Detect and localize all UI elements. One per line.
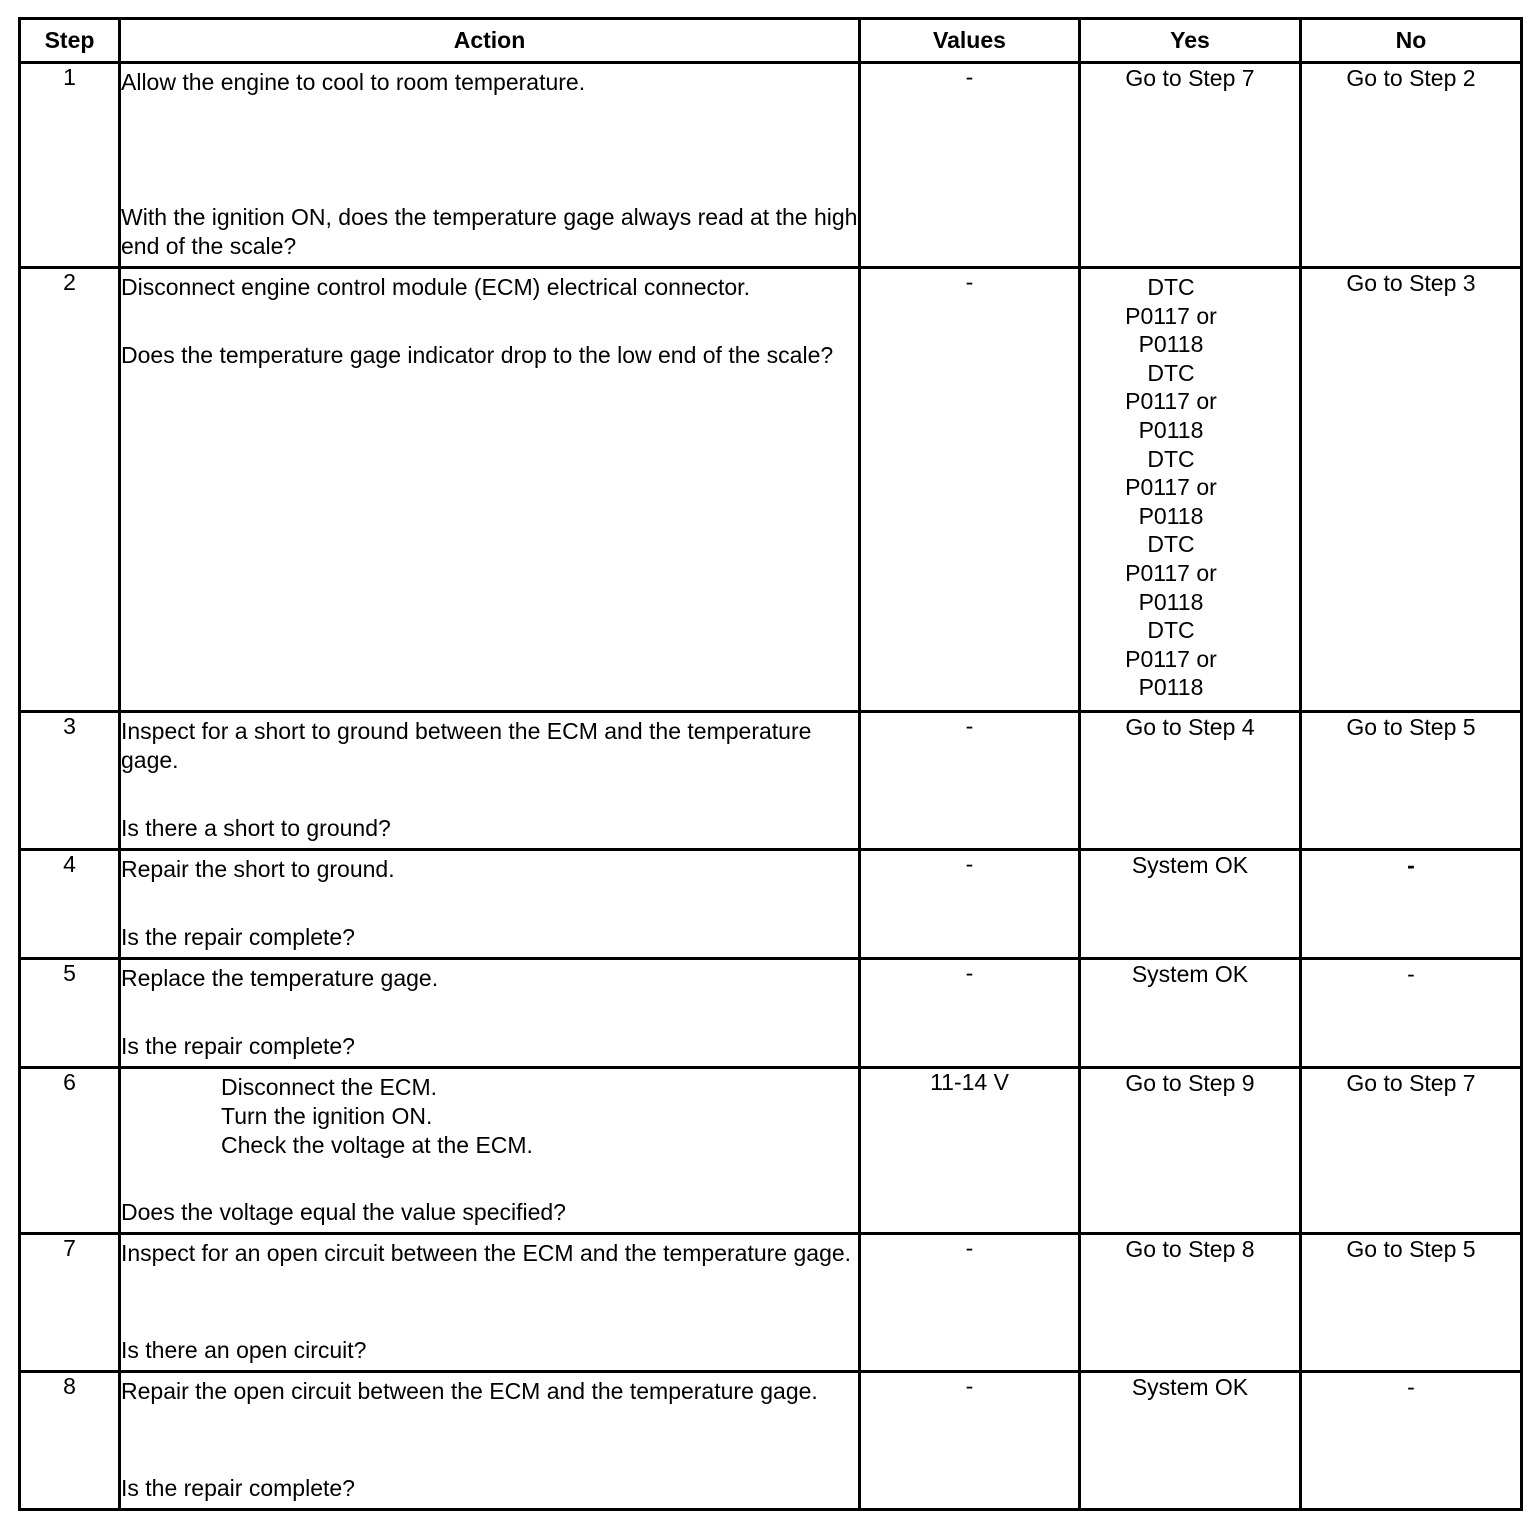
no-cell xyxy=(1301,1068,1522,1234)
values-cell: - xyxy=(860,1372,1080,1510)
action-instruction: Replace the temperature gage. xyxy=(121,965,439,991)
header-step: Step xyxy=(20,19,120,63)
yes-result: Go to Step 4 xyxy=(1125,714,1255,740)
table-row xyxy=(20,1068,1522,1234)
no-cell xyxy=(1301,712,1522,850)
header-row xyxy=(20,19,1522,63)
step-number: 3 xyxy=(20,712,120,850)
step-number: 8 xyxy=(20,1372,120,1510)
yes-cell xyxy=(1080,1234,1301,1372)
dtc-line: DTC xyxy=(1147,359,1195,386)
action-cell xyxy=(120,712,860,850)
action-cell xyxy=(120,1234,860,1372)
step-number: 1 xyxy=(20,63,120,268)
yes-cell xyxy=(1080,959,1301,1068)
yes-cell xyxy=(1080,712,1301,850)
action-instruction: Repair the short to ground. xyxy=(121,856,395,882)
dtc-line: P0117 or xyxy=(1125,645,1217,672)
dtc-line: P0118 xyxy=(1138,416,1204,443)
action-cell xyxy=(120,959,860,1068)
action-instruction: Repair the open circuit between the ECM and the temperature gage. xyxy=(121,1378,818,1404)
values-cell: - xyxy=(860,268,1080,712)
action-question: Is there a short to ground? xyxy=(121,815,391,841)
no-cell xyxy=(1301,850,1522,959)
dtc-line: DTC xyxy=(1147,445,1195,472)
yes-cell xyxy=(1080,1068,1301,1234)
step-number: 6 xyxy=(20,1068,120,1234)
yes-cell xyxy=(1080,268,1301,712)
no-result: Go to Step 7 xyxy=(1346,1070,1476,1096)
table-row xyxy=(20,1234,1522,1372)
values-cell: - xyxy=(860,850,1080,959)
no-result: Go to Step 3 xyxy=(1346,270,1476,296)
action-instruction: Inspect for a short to ground between the ECM and the temperature gage. xyxy=(121,718,812,773)
values-cell: - xyxy=(860,712,1080,850)
dtc-line: P0117 or xyxy=(1125,388,1217,415)
dtc-line: P0117 or xyxy=(1125,302,1217,329)
dtc-line: P0117 or xyxy=(1125,474,1217,501)
yes-result: System OK xyxy=(1131,961,1249,987)
step-number: 2 xyxy=(20,268,120,712)
dtc-line: DTC xyxy=(1147,617,1195,644)
dtc-line: P0118 xyxy=(1138,588,1204,615)
no-result: Go to Step 5 xyxy=(1346,714,1476,740)
yes-result: System OK xyxy=(1131,852,1249,878)
action-instruction: Inspect for an open circuit between the ECM and the temperature gage. xyxy=(121,1240,852,1266)
dtc-line: DTC xyxy=(1147,531,1195,558)
list-item: Turn the ignition ON. xyxy=(221,1103,433,1129)
yes-result: Go to Step 9 xyxy=(1125,1070,1255,1096)
values-cell: - xyxy=(860,1234,1080,1372)
action-question: Is the repair complete? xyxy=(121,1475,355,1501)
table-row xyxy=(20,63,1522,268)
yes-cell xyxy=(1080,1372,1301,1510)
diagnostic-table xyxy=(18,17,1523,1511)
yes-result: System OK xyxy=(1131,1374,1249,1400)
step-number: 5 xyxy=(20,959,120,1068)
dtc-line: DTC xyxy=(1147,274,1195,300)
no-result: Go to Step 2 xyxy=(1346,65,1476,91)
dtc-line: P0117 or xyxy=(1125,559,1217,586)
action-question: With the ignition ON, does the temperature gage always read at the high end of the scale? xyxy=(121,204,858,259)
action-cell xyxy=(120,63,860,268)
action-steps-list xyxy=(121,1069,858,1160)
dtc-line: P0118 xyxy=(1138,502,1204,529)
header-values: Values xyxy=(860,19,1080,63)
action-question: Does the voltage equal the value specified? xyxy=(121,1199,566,1225)
action-instruction: Allow the engine to cool to room temperature. xyxy=(121,69,586,95)
action-question: Is the repair complete? xyxy=(121,1033,355,1059)
list-item: Check the voltage at the ECM. xyxy=(221,1132,533,1158)
yes-result: Go to Step 8 xyxy=(1125,1236,1255,1262)
no-cell xyxy=(1301,268,1522,712)
header-yes: Yes xyxy=(1080,19,1301,63)
step-number: 7 xyxy=(20,1234,120,1372)
action-question: Is the repair complete? xyxy=(121,924,355,950)
no-result: - xyxy=(1407,852,1415,878)
no-cell xyxy=(1301,63,1522,268)
header-action: Action xyxy=(120,19,860,63)
yes-result: Go to Step 7 xyxy=(1125,65,1255,91)
step-number: 4 xyxy=(20,850,120,959)
no-result: - xyxy=(1407,961,1415,987)
action-question: Is there an open circuit? xyxy=(121,1337,367,1363)
dtc-line: P0118 xyxy=(1138,331,1204,358)
table-row xyxy=(20,1372,1522,1510)
table-row xyxy=(20,959,1522,1068)
yes-cell xyxy=(1080,63,1301,268)
yes-cell xyxy=(1080,850,1301,959)
action-cell xyxy=(120,850,860,959)
dtc-line: P0118 xyxy=(1138,674,1204,701)
values-cell: - xyxy=(860,959,1080,1068)
no-cell xyxy=(1301,1372,1522,1510)
list-item: Disconnect the ECM. xyxy=(221,1074,438,1100)
header-no: No xyxy=(1301,19,1522,63)
action-cell xyxy=(120,268,860,712)
action-instruction: Disconnect engine control module (ECM) electrical connector. xyxy=(121,274,750,300)
action-question: Does the temperature gage indicator drop to the low end of the scale? xyxy=(121,342,834,368)
no-result: Go to Step 5 xyxy=(1346,1236,1476,1262)
table-row xyxy=(20,850,1522,959)
action-cell xyxy=(120,1068,860,1234)
table-row xyxy=(20,268,1522,712)
values-cell: 11-14 V xyxy=(860,1068,1080,1234)
no-cell xyxy=(1301,1234,1522,1372)
table-row xyxy=(20,712,1522,850)
no-result: - xyxy=(1407,1374,1415,1400)
action-cell xyxy=(120,1372,860,1510)
dtc-list xyxy=(1081,269,1299,702)
no-cell xyxy=(1301,959,1522,1068)
values-cell: - xyxy=(860,63,1080,268)
